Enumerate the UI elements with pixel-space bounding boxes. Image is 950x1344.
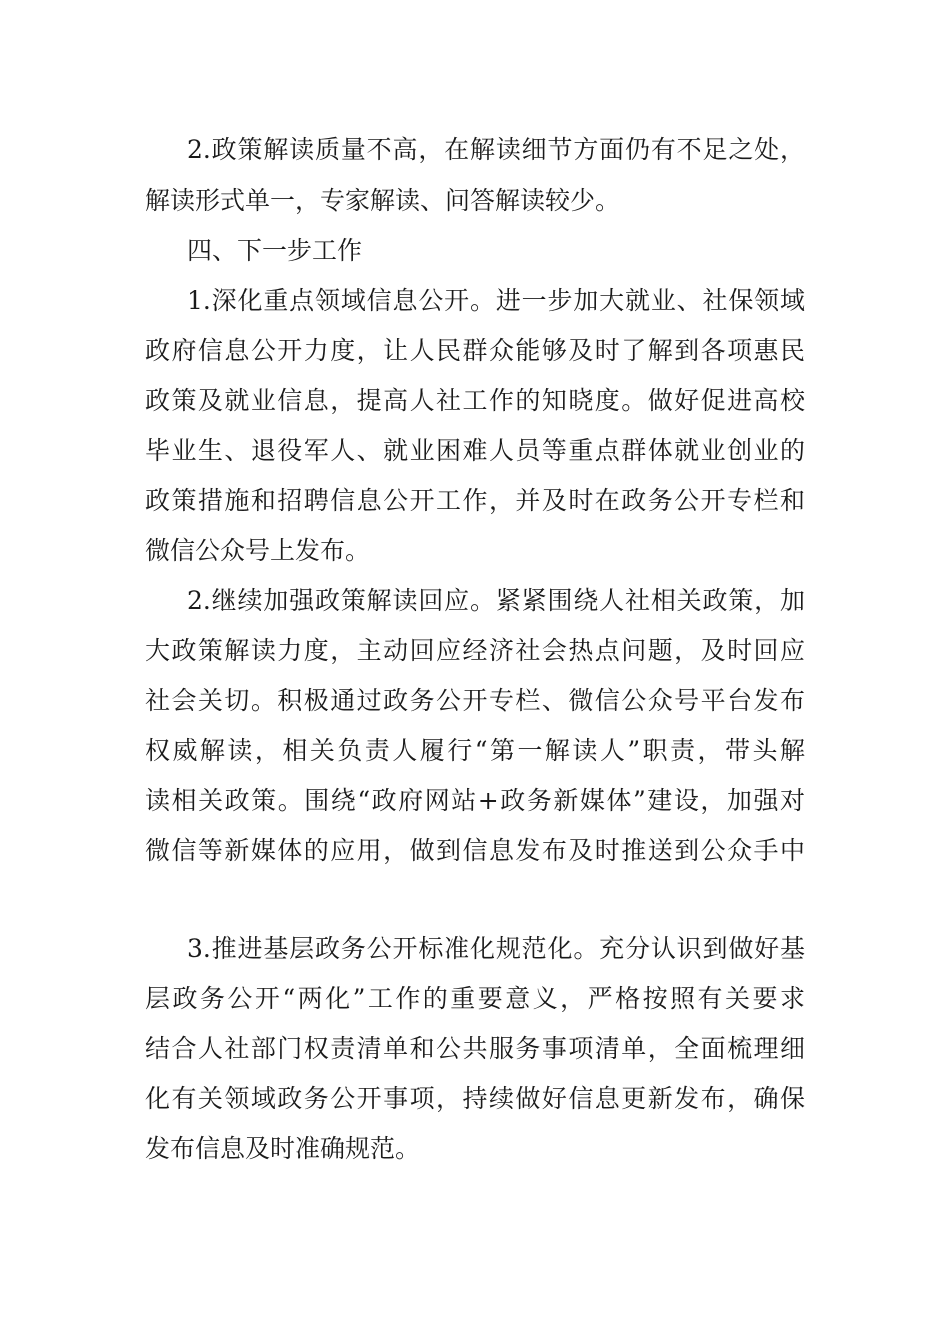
text-line: 2.政策解读质量不高，在解读细节方面仍有不足之处， [187, 135, 805, 164]
text-line: 结合人社部门权责清单和公共服务事项清单，全面梳理细 [145, 1034, 805, 1063]
text-line: 毕业生、退役军人、就业困难人员等重点群体就业创业的 [145, 436, 805, 465]
text-line: 3.推进基层政务公开标准化规范化。充分认识到做好基 [187, 934, 805, 963]
text-line: 政策及就业信息，提高人社工作的知晓度。做好促进高校 [145, 386, 805, 415]
text-line: 2.继续加强政策解读回应。紧紧围绕人社相关政策，加 [187, 586, 805, 615]
text-line: 化有关领域政务公开事项，持续做好信息更新发布，确保 [145, 1084, 805, 1113]
text-line: 政策措施和招聘信息公开工作，并及时在政务公开专栏和 [145, 486, 805, 515]
text-line: 读相关政策。围绕“政府网站+政务新媒体”建设，加强对 [145, 786, 805, 815]
text-line: 发布信息及时准确规范。 [145, 1134, 421, 1163]
text-line: 社会关切。积极通过政务公开专栏、微信公众号平台发布 [145, 686, 805, 715]
text-line: 大政策解读力度，主动回应经济社会热点问题，及时回应 [145, 636, 805, 665]
text-line: 微信等新媒体的应用，做到信息发布及时推送到公众手中 [145, 836, 805, 865]
section-heading: 四、下一步工作 [187, 236, 363, 265]
text-line: 权威解读，相关负责人履行“第一解读人”职责，带头解 [145, 736, 805, 765]
text-line: 微信公众号上发布。 [145, 536, 371, 565]
text-line: 1.深化重点领域信息公开。进一步加大就业、社保领域 [187, 286, 805, 315]
text-line: 层政务公开“两化”工作的重要意义，严格按照有关要求 [145, 984, 805, 1013]
text-line: 解读形式单一，专家解读、问答解读较少。 [145, 186, 621, 215]
text-line: 政府信息公开力度，让人民群众能够及时了解到各项惠民 [145, 336, 805, 365]
